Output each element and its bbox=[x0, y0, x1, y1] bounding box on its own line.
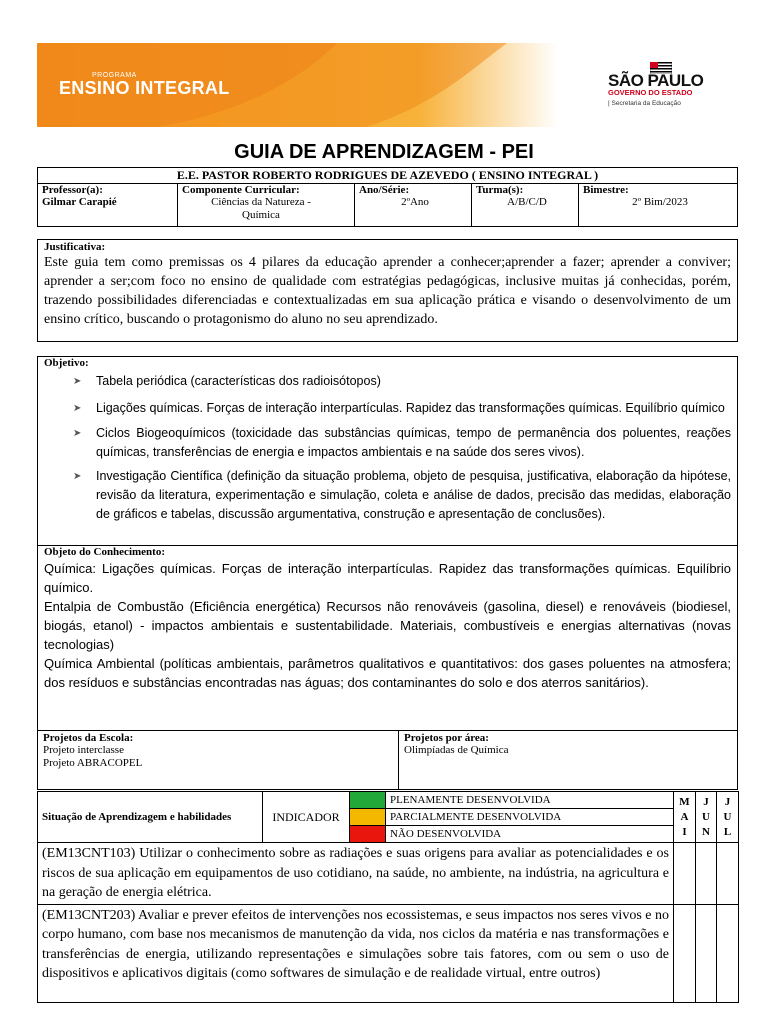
objective-item bbox=[44, 467, 731, 524]
projects-table bbox=[37, 730, 738, 790]
professor-label: Professor(a): bbox=[42, 184, 103, 196]
objective-item bbox=[44, 372, 731, 391]
indicator-label: INDICADOR bbox=[263, 792, 350, 843]
skill-row-text: (EM13CNT103) Utilizar o conhecimento sobre as radiações e suas origens para avaliar as potencialidades e os riscos de sua aplicação em equipamentos de uso cotidiano, na saúde, no ambiente, na indústria, na agricultura e na geração de energia elétrica. bbox=[38, 843, 674, 905]
month-column-mai bbox=[674, 792, 696, 843]
indicator-level-text: PARCIALMENTE DESENVOLVIDA bbox=[386, 809, 674, 826]
professor-value: Gilmar Carapié bbox=[42, 196, 117, 208]
area-project-item: Olimpíadas de Química bbox=[404, 744, 509, 756]
knowledge-paragraph: Entalpia de Combustão (Eficiência energética) Recursos não renováveis (gasolina, diesel) e renováveis (biodiesel, biogás, etanol) - impactos ambientais e sustentabilidade. Materiais, combustíveis e energias alternativas (novas tecnologias) bbox=[44, 599, 731, 652]
objective-item-text: Tabela periódica (características dos radioisótopos) bbox=[96, 374, 381, 388]
yellow-indicator-swatch bbox=[350, 809, 386, 826]
month-letter: N bbox=[702, 825, 710, 838]
classes-label: Turma(s): bbox=[476, 184, 524, 196]
month-letter: A bbox=[680, 810, 689, 823]
page-title: GUIA DE APRENDIZAGEM - PEI bbox=[234, 141, 534, 163]
indicator-level-text: NÃO DESENVOLVIDA bbox=[386, 826, 674, 843]
area-projects-label: Projetos por área: bbox=[404, 732, 489, 744]
objective-item-text: Ligações químicas. Forças de interação interpartículas. Rapidez das transformações químicas. Equilíbrio químico bbox=[96, 401, 725, 415]
arrow-bullet-icon: ➤ bbox=[73, 471, 82, 482]
school-projects-label: Projetos da Escola: bbox=[43, 732, 134, 744]
objective-knowledge-box bbox=[37, 356, 738, 731]
month-letter: L bbox=[723, 825, 732, 838]
month-letter: J bbox=[724, 795, 731, 808]
arrow-bullet-icon: ➤ bbox=[73, 403, 82, 414]
month-column-jul bbox=[717, 792, 739, 843]
knowledge-label: Objeto do Conhecimento: bbox=[44, 546, 165, 558]
month-letter: M bbox=[679, 795, 690, 808]
secretariat-label: | Secretaria da Educação bbox=[608, 100, 681, 107]
term-cell bbox=[579, 184, 738, 227]
year-cell bbox=[355, 184, 472, 227]
knowledge-paragraph: Química Ambiental (políticas ambientais, parâmetros qualitativos e quantitativos: dos gases poluentes na atmosfera; dos resíduos e substâncias encontradas nas águas; dos contaminantes do solo e dos aterros sanitários). bbox=[44, 656, 731, 690]
component-value: Ciências da Natureza - Química bbox=[211, 196, 311, 221]
month-letter: J bbox=[703, 795, 709, 808]
skill-check-cell[interactable] bbox=[717, 843, 739, 905]
month-letter: I bbox=[682, 825, 687, 838]
month-letter: U bbox=[723, 810, 732, 823]
justification-text: Este guia tem como premissas os 4 pilares da educação aprender a conhecer;aprender a fazer; aprender a conviver; aprender a ser;com foco no ensino de qualidade com estratégias pedagógicas, inclusive muitas já conhecidas, porém, trazendo possibilidades diferenciadas e contextualizadas em sua aplicação prática e visando o desenvolvimento de um ensino crítico, buscando o protagonismo do aluno no seu aprendizado. bbox=[44, 255, 731, 327]
skill-check-cell[interactable] bbox=[696, 904, 717, 1002]
classes-cell bbox=[472, 184, 579, 227]
school-header-table bbox=[37, 167, 738, 227]
program-logo-text: ENSINO INTEGRAL bbox=[59, 78, 230, 98]
objective-item-text: Ciclos Biogeoquímicos (toxicidade das substâncias químicas, tempo de permanência dos poluentes, reações químicas, transferências de energia e impactos ambientais e na saúde dos seres vivos). bbox=[96, 426, 731, 459]
objective-item-text: Investigação Científica (definição da situação problema, objeto de pesquisa, justificativa, elaboração da hipótese, revisão da literatura, experimentação e simulação, coleta e análise de dados, precisão das medidas, elaboração de gráficos e tabelas, discussão argumentativa, construção e apresentação de conclusões). bbox=[96, 469, 731, 521]
arrow-bullet-icon: ➤ bbox=[73, 428, 82, 439]
green-indicator-swatch bbox=[350, 792, 386, 809]
school-name: E.E. PASTOR ROBERTO RODRIGUES DE AZEVEDO ( ENSINO INTEGRAL ) bbox=[38, 168, 738, 184]
skill-row-text: (EM13CNT203) Avaliar e prever efeitos de intervenções nos ecossistemas, e seus impactos nos seres vivos e no corpo humano, com base nos mecanismos de manutenção da vida, nos ciclos da matéria e nas transformações e transferências de energia, utilizando representações e simulações sobre tais fatores, com ou sem o uso de dispositivos e aplicativos digitais (como softwares de simulação e de realidade virtual, entre outros) bbox=[38, 904, 674, 1002]
objective-section bbox=[38, 357, 737, 546]
term-label: Bimestre: bbox=[583, 184, 629, 196]
month-column-jun bbox=[696, 792, 717, 843]
program-label: PROGRAMA bbox=[92, 72, 137, 79]
objective-label: Objetivo: bbox=[44, 357, 89, 369]
justification-box bbox=[37, 239, 738, 342]
area-projects-cell bbox=[399, 731, 738, 790]
school-projects-cell bbox=[38, 731, 399, 790]
situation-label: Situação de Aprendizagem e habilidades bbox=[38, 792, 263, 843]
red-indicator-swatch bbox=[350, 826, 386, 843]
term-value: 2º Bim/2023 bbox=[632, 196, 688, 208]
month-letter: U bbox=[702, 810, 710, 823]
school-project-item: Projeto interclasse bbox=[43, 744, 124, 756]
skill-check-cell[interactable] bbox=[674, 843, 696, 905]
year-value: 2ºAno bbox=[401, 196, 429, 208]
objective-item bbox=[44, 424, 731, 462]
justification-label: Justificativa: bbox=[44, 241, 106, 253]
classes-value: A/B/C/D bbox=[507, 196, 547, 208]
knowledge-section bbox=[38, 546, 737, 692]
component-cell bbox=[178, 184, 355, 227]
sao-paulo-logo-text: SÃO PAULO bbox=[608, 71, 704, 90]
skill-check-cell[interactable] bbox=[696, 843, 717, 905]
school-project-item: Projeto ABRACOPEL bbox=[43, 757, 143, 769]
government-label: GOVERNO DO ESTADO bbox=[608, 88, 693, 97]
situation-table bbox=[37, 791, 739, 1003]
objective-item bbox=[44, 399, 731, 418]
year-label: Ano/Série: bbox=[359, 184, 410, 196]
indicator-level-text: PLENAMENTE DESENVOLVIDA bbox=[386, 792, 674, 809]
arrow-bullet-icon: ➤ bbox=[73, 376, 82, 387]
skill-check-cell[interactable] bbox=[674, 904, 696, 1002]
component-label: Componente Curricular: bbox=[182, 184, 300, 196]
knowledge-paragraph: Química: Ligações químicas. Forças de interação interpartículas. Rapidez das transformações químicas. Equilíbrio químico. bbox=[44, 561, 731, 595]
skill-check-cell[interactable] bbox=[717, 904, 739, 1002]
professor-cell bbox=[38, 184, 178, 227]
